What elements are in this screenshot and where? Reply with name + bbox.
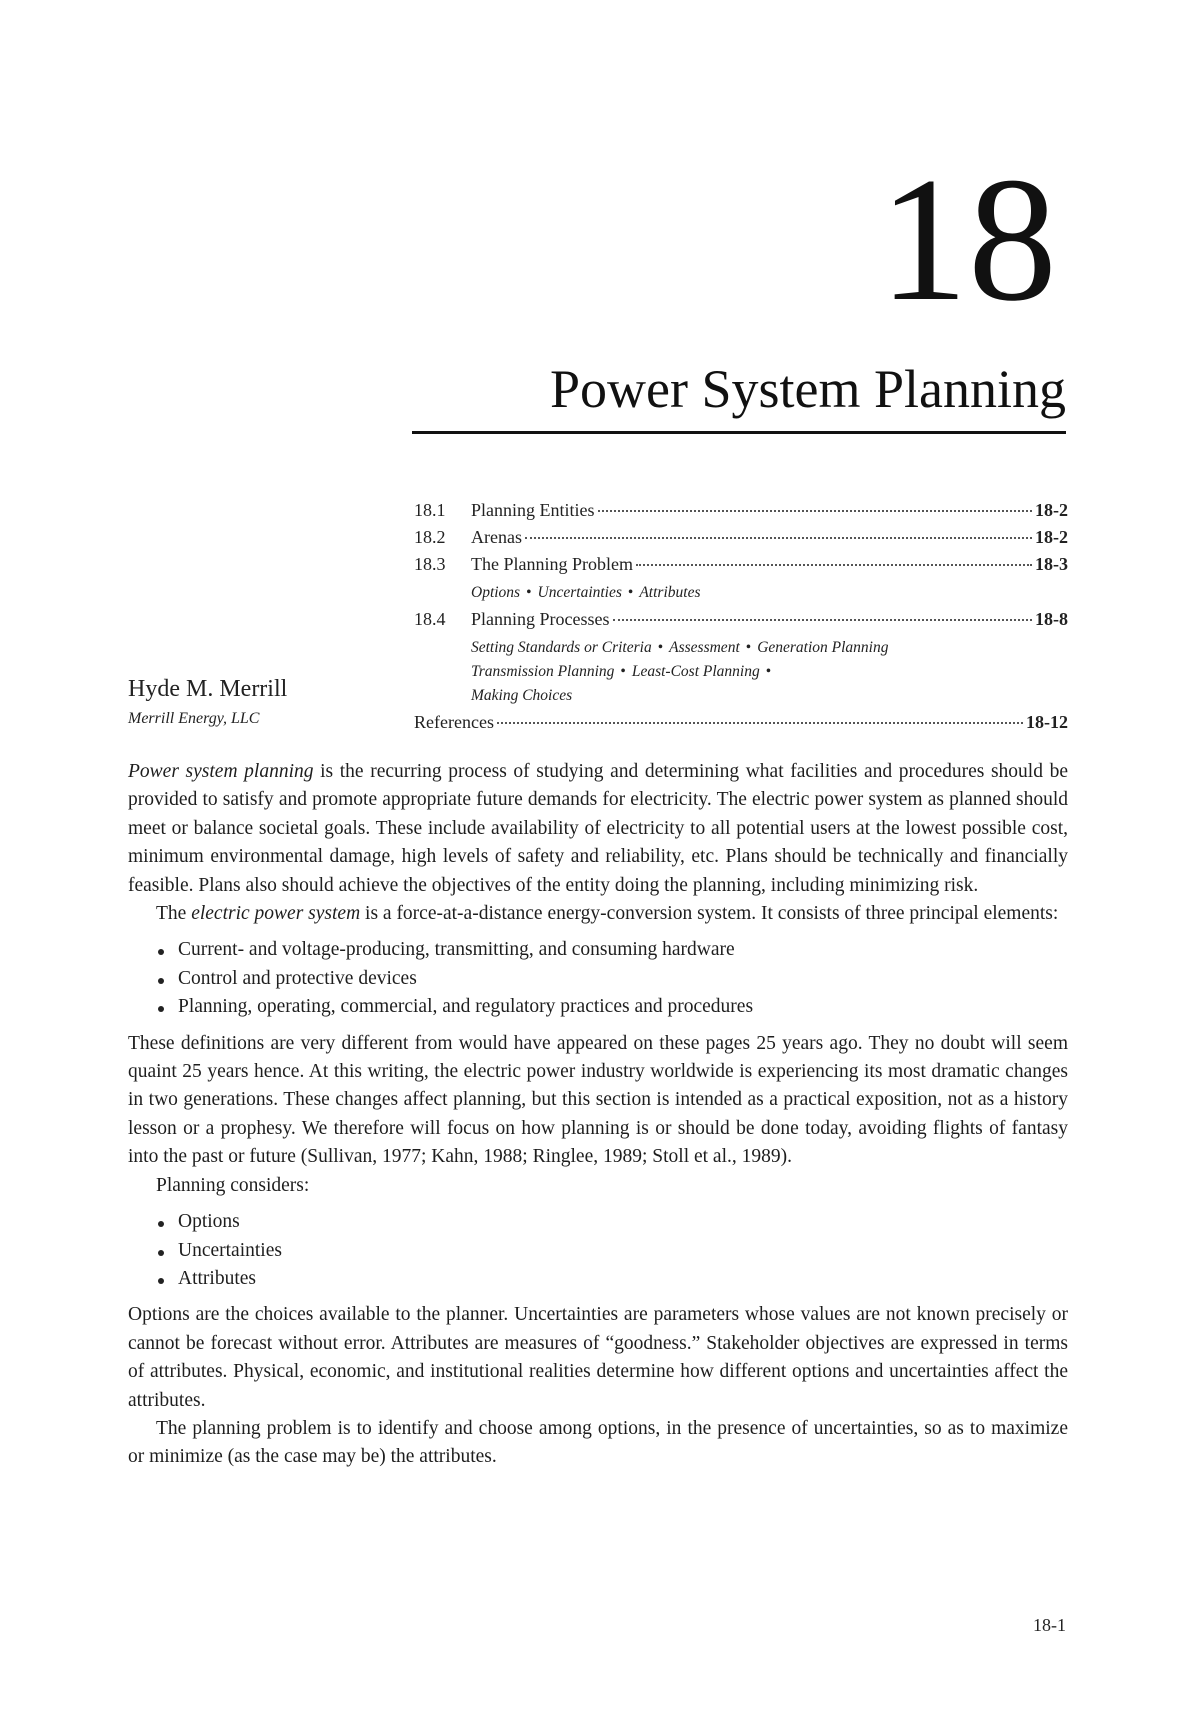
list-item: Control and protective devices: [156, 965, 1068, 993]
bullet-separator: •: [620, 663, 626, 680]
toc-dot-leader: [497, 722, 1023, 724]
toc-dot-leader: [636, 564, 1032, 566]
chapter-title: Power System Planning: [549, 359, 1066, 419]
list-item: Planning, operating, commercial, and regulatory practices and procedures: [156, 993, 1068, 1021]
author-block: [128, 674, 287, 728]
bullet-separator: •: [526, 584, 532, 601]
considers-list: [128, 1208, 1068, 1293]
list-item: Uncertainties: [156, 1237, 1068, 1265]
toc-entry-number: 18.1: [414, 500, 446, 520]
toc-entry-number: 18.2: [414, 527, 446, 547]
toc-entry-page: 18-2: [1035, 527, 1068, 547]
toc-subtopic: Least-Cost Planning: [631, 663, 760, 680]
toc-entry-page: 18-12: [1026, 712, 1068, 732]
bullet-separator: •: [765, 663, 772, 680]
author-affiliation: Merrill Energy, LLC: [128, 710, 260, 727]
toc-entry[interactable]: [414, 527, 1068, 554]
chapter-number: 18: [879, 140, 1057, 338]
toc-subtopic: Options: [471, 584, 521, 601]
toc-entry-title: Arenas: [471, 527, 522, 547]
paragraph-text: is the recurring process of studying and determining what facilities and procedures should be provided to satisfy and promote appropriate future demands for electricity. The electric power system as planned should meet or balance societal goals. These include availability of electricity to all potential users at the lowest possible cost, minimum environmental damage, high levels of safety and reliability, etc. Plans should be technically and financially feasible. Plans also should achieve the objectives of the entity doing the planning, including minimizing risk.: [128, 761, 1069, 896]
toc-subtopic: Assessment: [669, 639, 740, 656]
defined-term: Power system planning: [128, 761, 314, 782]
toc-entry-number: 18.3: [414, 554, 446, 574]
title-rule: [412, 431, 1066, 434]
paragraph: Planning considers:: [156, 1174, 310, 1196]
toc-entry[interactable]: [414, 500, 1068, 527]
bullet-separator: •: [745, 639, 752, 656]
paragraph: [128, 758, 1068, 900]
toc-entry-title: References: [414, 712, 494, 732]
paragraph: Options are the choices available to the planner. Uncertainties are parameters whose values are not known precisely or cannot be forecast without error. Attributes are measures of “goodness.” Stakeholder objectives are expressed in terms of attributes. Physical, economic, and institutional realities determine how different options and uncertainties affect the attributes.: [128, 1304, 1068, 1411]
body-text: [128, 758, 1068, 1472]
toc-entry-title: Planning Processes: [471, 609, 610, 629]
toc-entry-page: 18-3: [1035, 554, 1068, 574]
toc-entry[interactable]: [414, 554, 1068, 581]
toc-subtopic: Setting Standards or Criteria: [471, 639, 652, 656]
toc-entry-page: 18-2: [1035, 500, 1068, 520]
toc-subtopics: [471, 581, 1011, 605]
toc-subtopics: [471, 636, 1011, 708]
toc-references[interactable]: [414, 712, 1068, 739]
toc-subtopic: Generation Planning: [757, 639, 889, 656]
toc-dot-leader: [613, 619, 1033, 621]
defined-term: electric power system: [191, 903, 361, 925]
bullet-separator: •: [627, 584, 634, 601]
list-item: Options: [156, 1208, 1068, 1236]
paragraph: The planning problem is to identify and choose among options, in the presence of uncertainties, so as to maximize or minimize (as the case may be) the attributes.: [128, 1417, 1068, 1468]
toc-subtopic: Uncertainties: [537, 584, 622, 601]
toc-entry-title: The Planning Problem: [471, 554, 633, 574]
toc-subtopic: Making Choices: [471, 687, 573, 704]
toc-dot-leader: [525, 537, 1032, 539]
paragraph-text: The: [156, 903, 192, 925]
list-item: Attributes: [156, 1265, 1068, 1293]
toc-entry-title: Planning Entities: [471, 500, 595, 520]
list-item: Current- and voltage-producing, transmitting, and consuming hardware: [156, 936, 1068, 964]
bullet-separator: •: [657, 639, 664, 656]
page-number: 18-1: [1033, 1615, 1066, 1635]
author-name: Hyde M. Merrill: [128, 676, 288, 702]
toc-entry[interactable]: [414, 609, 1068, 636]
paragraph: [128, 900, 1068, 928]
table-of-contents: [414, 500, 1068, 739]
paragraph-text: is a force-at-a-distance energy-conversion system. It consists of three principal elements:: [360, 903, 1059, 925]
paragraph: These definitions are very different from would have appeared on these pages 25 years ago. They no doubt will seem quaint 25 years hence. At this writing, the electric power industry worldwide is experiencing its most dramatic changes in two generations. These changes affect planning, but this section is intended as a practical exposition, not as a history lesson or a prophesy. We therefore will focus on how planning is or should be done today, avoiding flights of fantasy into the past or future (Sullivan, 1977; Kahn, 1988; Ringlee, 1989; Stoll et al., 1989).: [128, 1032, 1068, 1168]
toc-subtopic: Attributes: [639, 584, 701, 601]
toc-dot-leader: [598, 510, 1033, 512]
toc-subtopic: Transmission Planning: [471, 663, 615, 680]
toc-entry-page: 18-8: [1035, 609, 1068, 629]
toc-entry-number: 18.4: [414, 609, 446, 629]
elements-list: [128, 936, 1068, 1021]
